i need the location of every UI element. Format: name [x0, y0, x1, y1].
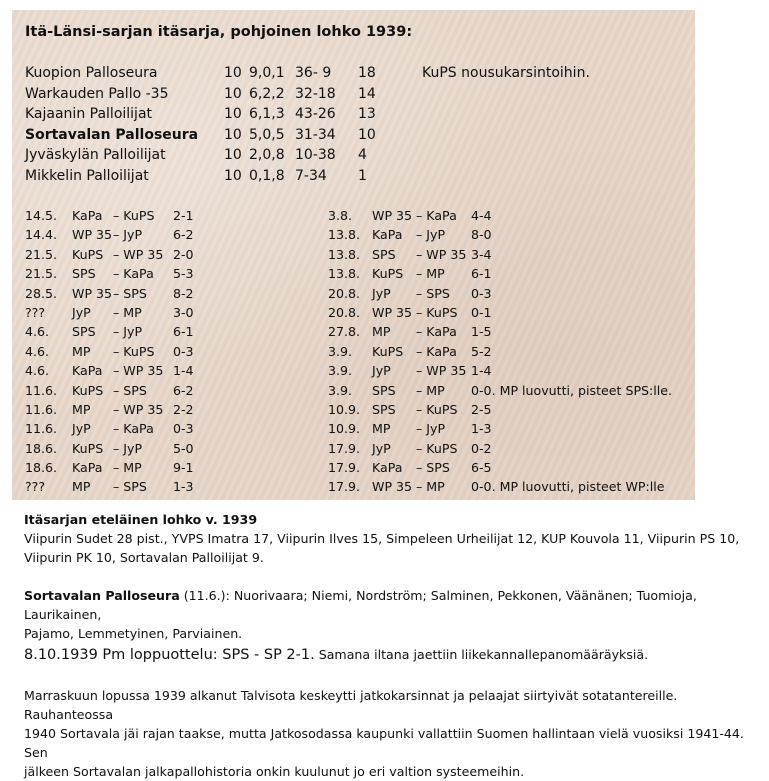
game-away-team: – KaPa [113, 266, 154, 282]
goals: 10-38 [295, 147, 336, 164]
game-away-team: – SPS [416, 460, 450, 476]
closing-paragraph [24, 686, 769, 781]
game-away-team: – SPS [113, 479, 147, 495]
goals: 36- 9 [295, 65, 332, 81]
game-home-team: MP [72, 479, 91, 495]
game-away-team: – MP [113, 304, 142, 320]
game-home-team: WP 35 [72, 285, 113, 301]
game-home-team: KuPS [372, 343, 404, 359]
game-result: 0-3 [471, 285, 492, 301]
game-home-team: KuPS [372, 266, 404, 282]
lineup-section [24, 586, 769, 643]
game-away-team: – KuPS [416, 304, 458, 320]
game-home-team: WP 35 [372, 304, 413, 320]
game-home-team: MP [372, 421, 391, 437]
game-away-team: – JyP [113, 227, 143, 243]
game-away-team: – KuPS [416, 401, 458, 417]
game-result: 5-0 [173, 440, 194, 456]
game-result: 2-1 [173, 208, 194, 223]
game-result: 8-0 [471, 227, 492, 243]
closing-line: 1940 Sortavala jäi rajan taakse, mutta Jatkosodassa kaupunki vallattiin Suomen hallintaan vielä vuosiksi 1941-44. Sen [24, 726, 744, 760]
game-date: 27.8. [328, 324, 361, 340]
game-home-team: SPS [72, 266, 96, 282]
game-result: 6-1 [471, 266, 492, 282]
games-played: 10 [224, 147, 242, 164]
game-result: 1-5 [471, 324, 492, 340]
southern-group-line: Viipurin PK 10, Sortavalan Palloilijat 9. [24, 550, 264, 565]
game-home-team: KaPa [372, 227, 403, 243]
game-away-team: – JyP [416, 421, 446, 437]
games-played: 10 [224, 65, 242, 81]
points: 14 [358, 85, 376, 102]
game-result: 1-4 [173, 363, 194, 379]
game-result: 6-2 [173, 227, 194, 243]
game-date: ??? [25, 479, 46, 495]
game-date: 17.9. [328, 460, 361, 476]
game-away-team: – SPS [113, 285, 147, 301]
game-away-team: – JyP [113, 324, 143, 340]
game-home-team: KuPS [72, 246, 104, 262]
win-draw-loss: 6,1,3 [249, 106, 285, 123]
game-date: 11.6. [25, 382, 58, 398]
game-away-team: – MP [416, 266, 445, 282]
game-result: 0-1 [471, 304, 492, 320]
game-away-team: – KuPS [416, 440, 458, 456]
game-date: 13.8. [328, 246, 361, 262]
points: 13 [358, 106, 376, 123]
game-away-team: – KaPa [416, 343, 457, 359]
points: 4 [358, 147, 367, 164]
game-date: 4.6. [25, 324, 50, 340]
closing-line: jälkeen Sortavalan jalkapallohistoria onkin kuulunut jo eri valtion systeemeihin. [24, 764, 525, 779]
win-draw-loss: 5,0,5 [249, 126, 285, 143]
game-home-team: SPS [372, 246, 396, 262]
game-home-team: KaPa [72, 363, 103, 379]
game-result: 3-0 [173, 304, 194, 320]
game-date: 18.6. [25, 460, 58, 476]
southern-group-section [24, 510, 739, 567]
game-home-team: SPS [72, 324, 96, 340]
games-played: 10 [224, 106, 242, 123]
game-result: 0-3 [173, 343, 194, 359]
win-draw-loss: 9,0,1 [249, 65, 285, 81]
game-away-team: – WP 35 [416, 363, 467, 379]
lineup-team: Sortavalan Palloseura [24, 588, 180, 603]
game-away-team: – JyP [113, 440, 143, 456]
game-result: 3-4 [471, 246, 492, 262]
game-result: 0-3 [173, 421, 194, 437]
game-result: 6-5 [471, 460, 492, 476]
lineup-players: (11.6.): Nuorivaara; Niemi, Nordström; Salminen, Pekkonen, Väänänen; Tuomioja, Laurikainen, [24, 588, 697, 622]
game-home-team: KaPa [372, 460, 403, 476]
game-result: 2-0 [173, 246, 194, 262]
southern-group-title: Itäsarjan eteläinen lohko v. 1939 [24, 512, 258, 527]
game-away-team: – MP [113, 460, 142, 476]
game-date: 17.9. [328, 479, 361, 495]
win-draw-loss: 6,2,2 [249, 85, 285, 102]
game-result: 6-1 [173, 324, 194, 340]
final-match-result: 8.10.1939 Pm loppuottelu: SPS - SP 2-1. [24, 647, 315, 663]
game-home-team: KaPa [72, 460, 103, 476]
win-draw-loss: 0,1,8 [249, 167, 285, 184]
game-result: 5-2 [471, 343, 492, 359]
game-home-team: WP 35 [372, 208, 413, 223]
game-away-team: – MP [416, 382, 445, 398]
game-home-team: SPS [372, 401, 396, 417]
game-away-team: – JyP [416, 227, 446, 243]
game-home-team: JyP [72, 421, 91, 437]
game-date: 18.6. [25, 440, 58, 456]
standings-note: KuPS nousukarsintoihin. [422, 65, 590, 81]
game-date: 21.5. [25, 266, 58, 282]
goals: 32-18 [295, 85, 336, 102]
game-home-team: JyP [372, 440, 391, 456]
game-result: 2-5 [471, 401, 492, 417]
win-draw-loss: 2,0,8 [249, 147, 285, 164]
game-home-team: WP 35 [372, 479, 413, 495]
game-result: 1-4 [471, 363, 492, 379]
goals: 7-34 [295, 167, 327, 184]
game-date: 13.8. [328, 266, 361, 282]
game-home-team: KaPa [72, 208, 103, 223]
game-date: 14.4. [25, 227, 58, 243]
game-home-team: MP [372, 324, 391, 340]
game-date: 21.5. [25, 246, 58, 262]
game-date: 3.8. [328, 208, 353, 223]
closing-line: Marraskuun lopussa 1939 alkanut Talvisota keskeytti jatkokarsinnat ja pelaajat siirtyivät sotatantereille. Rauhanteossa [24, 688, 678, 722]
game-home-team: JyP [372, 285, 391, 301]
southern-group-line: Viipurin Sudet 28 pist., YVPS Imatra 17, Viipurin Ilves 15, Simpeleen Urheilijat 12, KUP Kouvola 11, Viipurin PS 10, [24, 531, 740, 546]
game-away-team: – SPS [416, 285, 450, 301]
game-date: 4.6. [25, 343, 50, 359]
game-date: 13.8. [328, 227, 361, 243]
game-date: 3.9. [328, 382, 353, 398]
team-name: Kajaanin Palloilijat [25, 106, 153, 123]
game-date: 3.9. [328, 343, 353, 359]
team-name: Warkauden Pallo -35 [25, 85, 169, 102]
lineup-players-cont: Pajamo, Lemmetyinen, Parviainen. [24, 626, 243, 641]
game-result: 9-1 [173, 460, 194, 476]
game-result: 5-3 [173, 266, 194, 282]
points: 1 [358, 167, 367, 184]
game-result: 1-3 [471, 421, 492, 437]
game-away-team: – KuPS [113, 208, 155, 223]
game-date: 4.6. [25, 363, 50, 379]
game-result: 8-2 [173, 285, 194, 301]
game-date: ??? [25, 304, 46, 320]
game-away-team: – KaPa [416, 324, 457, 340]
game-away-team: – WP 35 [416, 246, 467, 262]
goals: 31-34 [295, 126, 336, 143]
game-date: 11.6. [25, 421, 58, 437]
goals: 43-26 [295, 106, 336, 123]
game-away-team: – WP 35 [113, 401, 164, 417]
game-home-team: KuPS [72, 382, 104, 398]
game-result: 6-2 [173, 382, 194, 398]
section-title: Itä-Länsi-sarjan itäsarja, pohjoinen lohko 1939: [25, 24, 413, 40]
final-match-section [24, 645, 648, 665]
final-match-note: Samana iltana jaettiin liikekannallepanomääräyksiä. [314, 647, 649, 662]
game-result: 4-4 [471, 208, 492, 223]
games-played: 10 [224, 85, 242, 102]
games-played: 10 [224, 167, 242, 184]
game-home-team: JyP [372, 363, 391, 379]
game-date: 28.5. [25, 285, 58, 301]
game-date: 14.5. [25, 208, 58, 223]
team-name: Kuopion Palloseura [25, 65, 158, 81]
game-date: 10.9. [328, 421, 361, 437]
game-home-team: JyP [72, 304, 91, 320]
game-away-team: – SPS [113, 382, 147, 398]
game-date: 17.9. [328, 440, 361, 456]
game-result: 2-2 [173, 401, 194, 417]
game-date: 11.6. [25, 401, 58, 417]
game-home-team: KuPS [72, 440, 104, 456]
game-home-team: MP [72, 343, 91, 359]
games-played: 10 [224, 126, 242, 143]
game-date: 3.9. [328, 363, 353, 379]
game-away-team: – KaPa [416, 208, 457, 223]
game-away-team: – KaPa [113, 421, 154, 437]
points: 18 [358, 65, 376, 81]
scanned-table-panel [12, 10, 695, 500]
game-away-team: – KuPS [113, 343, 155, 359]
game-result: 0-0. MP luovutti, pisteet WP:lle [471, 479, 665, 495]
points: 10 [358, 126, 376, 143]
team-name: Mikkelin Palloilijat [25, 167, 149, 184]
game-away-team: – WP 35 [113, 246, 164, 262]
game-date: 10.9. [328, 401, 361, 417]
game-result: 0-0. MP luovutti, pisteet SPS:lle. [471, 382, 673, 398]
game-away-team: – WP 35 [113, 363, 164, 379]
game-home-team: SPS [372, 382, 396, 398]
team-name: Sortavalan Palloseura [25, 126, 199, 143]
game-result: 1-3 [173, 479, 194, 495]
game-date: 20.8. [328, 285, 361, 301]
game-home-team: MP [72, 401, 91, 417]
game-home-team: WP 35 [72, 227, 113, 243]
game-away-team: – MP [416, 479, 445, 495]
game-date: 20.8. [328, 304, 361, 320]
team-name: Jyväskylän Palloilijat [25, 147, 166, 164]
game-result: 0-2 [471, 440, 492, 456]
